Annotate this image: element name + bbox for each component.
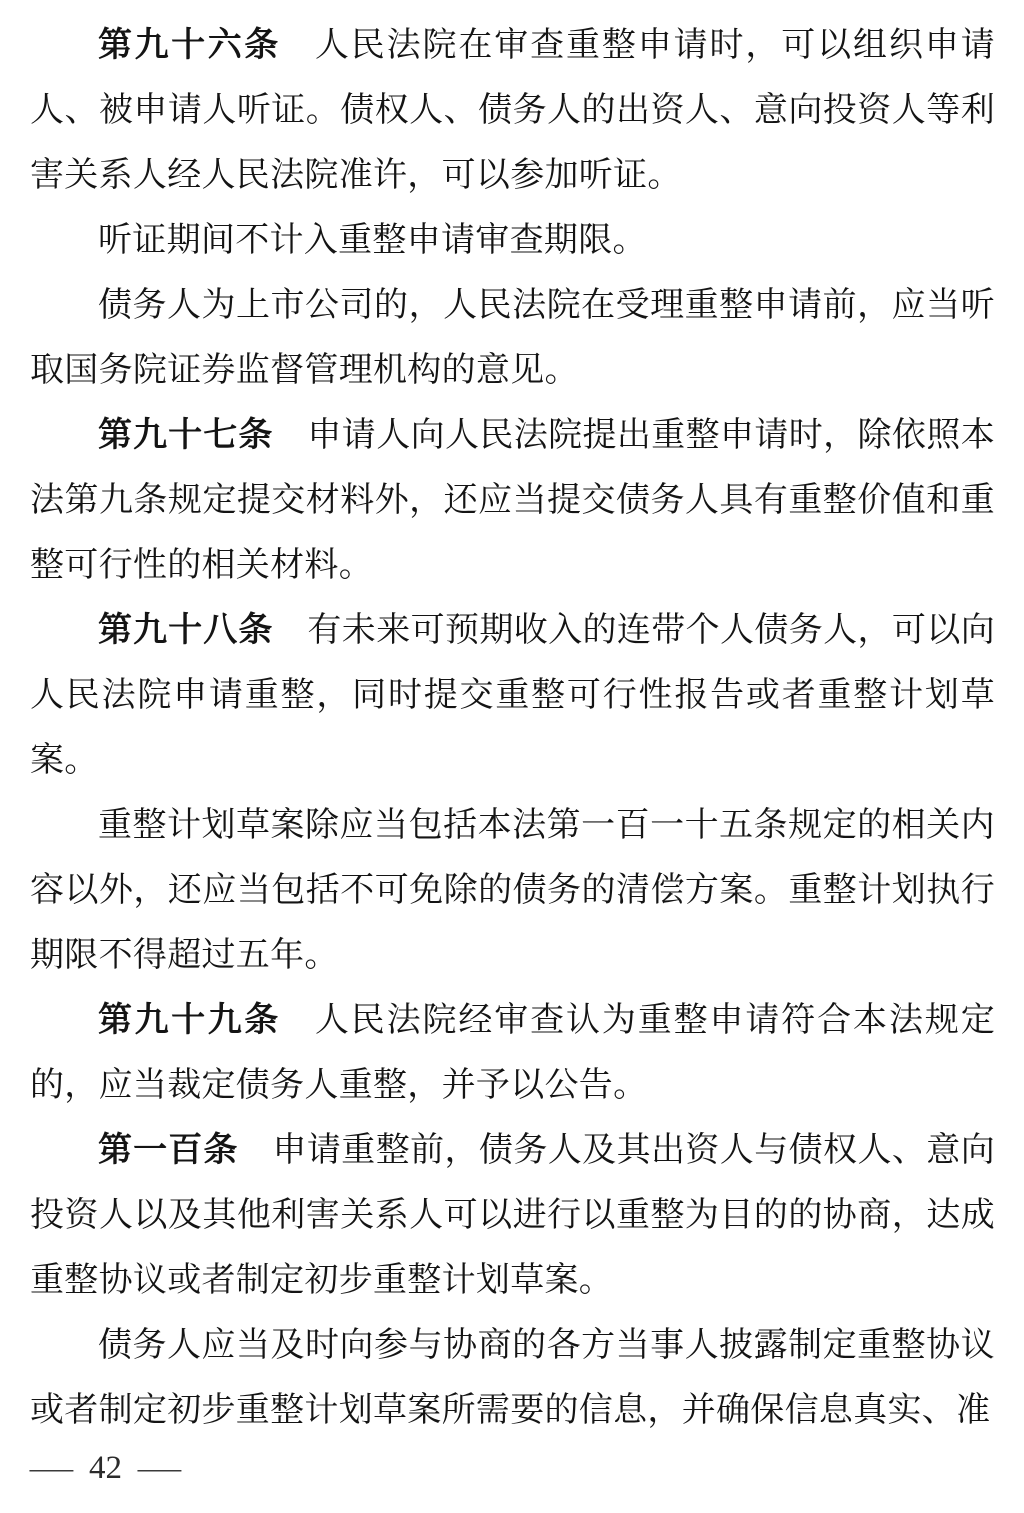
article-number: 第九十八条 <box>98 611 274 649</box>
paragraph-text: 人民法院经审查认为重整申请符合本法规定的，应当裁定债务人重整，并予以公告。 <box>30 1002 995 1104</box>
paragraph-article-96 <box>30 13 995 208</box>
paragraph-hearing-period <box>30 208 995 273</box>
paragraph-text: 债务人为上市公司的，人民法院在受理重整申请前，应当听取国务院证券监督管理机构的意见。 <box>30 287 995 389</box>
page-footer <box>29 1450 182 1487</box>
paragraph-disclosure <box>30 1313 995 1443</box>
footer-right-dash: — <box>137 1450 182 1485</box>
article-number: 第九十六条 <box>98 26 281 64</box>
paragraph-article-99 <box>30 988 995 1118</box>
paragraph-article-98 <box>30 598 995 793</box>
article-number: 第九十七条 <box>98 416 274 454</box>
footer-left-dash: — <box>29 1450 74 1485</box>
paragraph-listed-company <box>30 273 995 403</box>
paragraph-text: 有未来可预期收入的连带个人债务人，可以向人民法院申请重整，同时提交重整可行性报告或者重整计划草案。 <box>30 612 996 779</box>
paragraph-text: 听证期间不计入重整申请审查期限。 <box>98 222 647 259</box>
page-number: 42 <box>89 1450 122 1486</box>
paragraph-text: 申请人向人民法院提出重整申请时，除依照本法第九条规定提交材料外，还应当提交债务人具有重整价值和重整可行性的相关材料。 <box>30 417 996 584</box>
paragraph-plan-draft <box>30 793 995 988</box>
paragraph-article-100 <box>30 1118 995 1313</box>
paragraph-article-97 <box>30 403 995 598</box>
paragraph-text: 债务人应当及时向参与协商的各方当事人披露制定重整协议或者制定初步重整计划草案所需要的信息，并确保信息真实、准 <box>30 1327 995 1429</box>
paragraph-text: 人民法院在审查重整申请时，可以组织申请人、被申请人听证。债权人、债务人的出资人、意向投资人等利害关系人经人民法院准许，可以参加听证。 <box>30 27 995 194</box>
paragraph-text: 重整计划草案除应当包括本法第一百一十五条规定的相关内容以外，还应当包括不可免除的债务的清偿方案。重整计划执行期限不得超过五年。 <box>30 807 995 974</box>
article-number: 第九十九条 <box>98 1001 281 1039</box>
paragraph-text: 申请重整前，债务人及其出资人与债权人、意向投资人以及其他利害关系人可以进行以重整为目的的协商，达成重整协议或者制定初步重整计划草案。 <box>30 1132 995 1299</box>
article-number: 第一百条 <box>98 1131 239 1169</box>
